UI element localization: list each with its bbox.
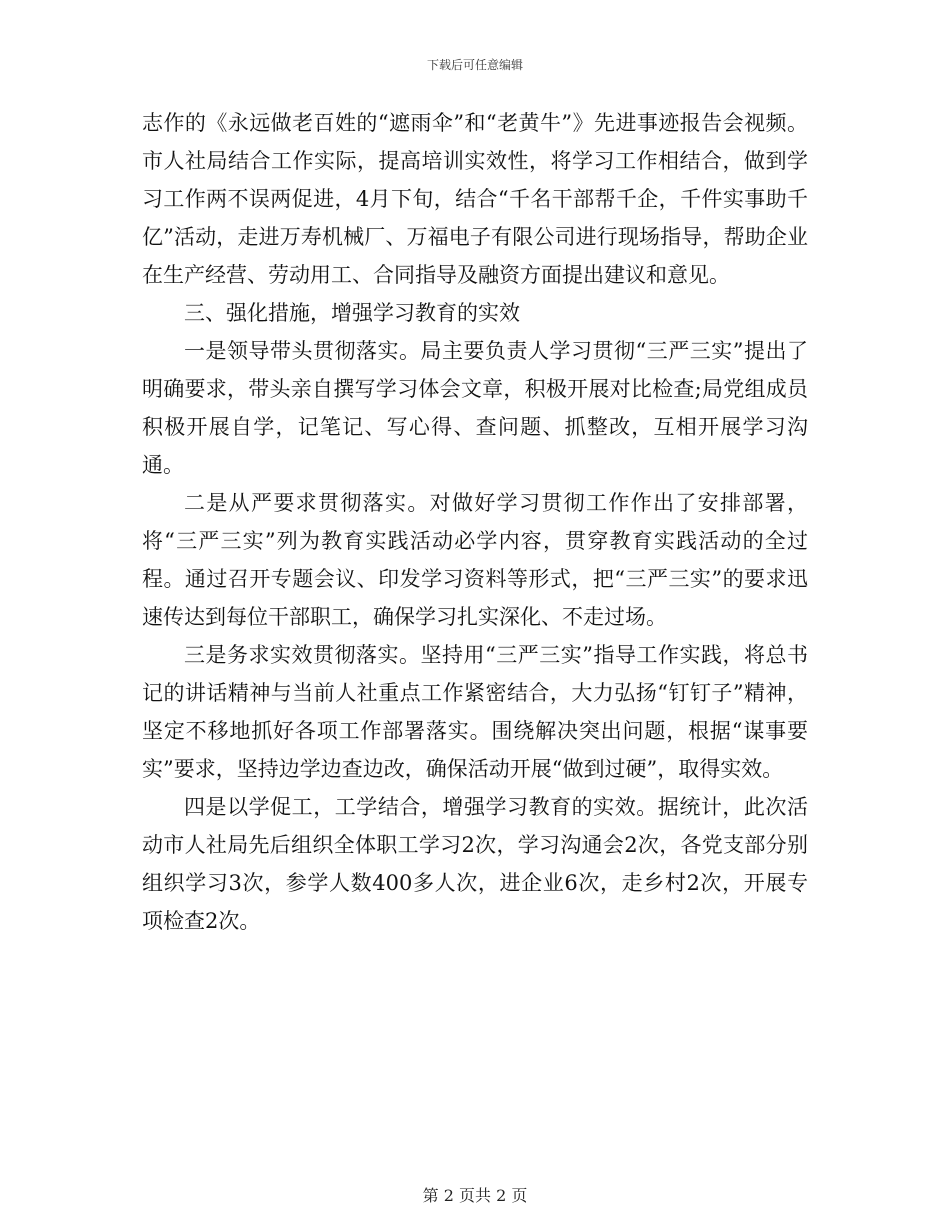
page-footer: 第 2 页共 2 页 (422, 1186, 528, 1205)
page-header: 下载后可任意编辑 (426, 58, 523, 72)
section-heading: 三、强化措施，增强学习教育的实效 (184, 301, 520, 325)
paragraph-practical-results: 三是务求实效贯彻落实。坚持用“三严三实”指导工作实践，将总书记的讲话精神与当前人社重点工作紧密结合，大力弘扬“钉钉子”精神，坚定不移地抓好各项工作部署落实。围绕解决突出问题，根据“谋事要实”要求，坚持边学边查边改，确保活动开展“做到过硬”，取得实效。 (142, 643, 808, 781)
document-body (142, 104, 808, 940)
paragraph-continuation: 志作的《永远做老百姓的“遮雨伞”和“老黄牛”》先进事迹报告会视频。市人社局结合工作实际，提高培训实效性，将学习工作相结合，做到学习工作两不误两促进，4月下旬，结合“千名干部帮千企，千件实事助千亿”活动，走进万寿机械厂、万福电子有限公司进行现场指导，帮助企业在生产经营、劳动用工、合同指导及融资方面提出建议和意见。 (142, 111, 808, 287)
paragraph-leadership: 一是领导带头贯彻落实。局主要负责人学习贯彻“三严三实”提出了明确要求，带头亲自撰写学习体会文章，积极开展对比检查;局党组成员积极开展自学，记笔记、写心得、查问题、抓整改，互相开展学习沟通。 (142, 339, 808, 477)
paragraph-strict-requirements: 二是从严要求贯彻落实。对做好学习贯彻工作作出了安排部署，将“三严三实”列为教育实践活动必学内容，贯穿教育实践活动的全过程。通过召开专题会议、印发学习资料等形式，把“三严三实”的要求迅速传达到每位干部职工，确保学习扎实深化、不走过场。 (142, 491, 808, 629)
paragraph-statistics: 四是以学促工，工学结合，增强学习教育的实效。据统计，此次活动市人社局先后组织全体职工学习2次，学习沟通会2次，各党支部分别组织学习3次，参学人数400多人次，进企业6次，走乡村2次，开展专项检查2次。 (142, 795, 808, 933)
